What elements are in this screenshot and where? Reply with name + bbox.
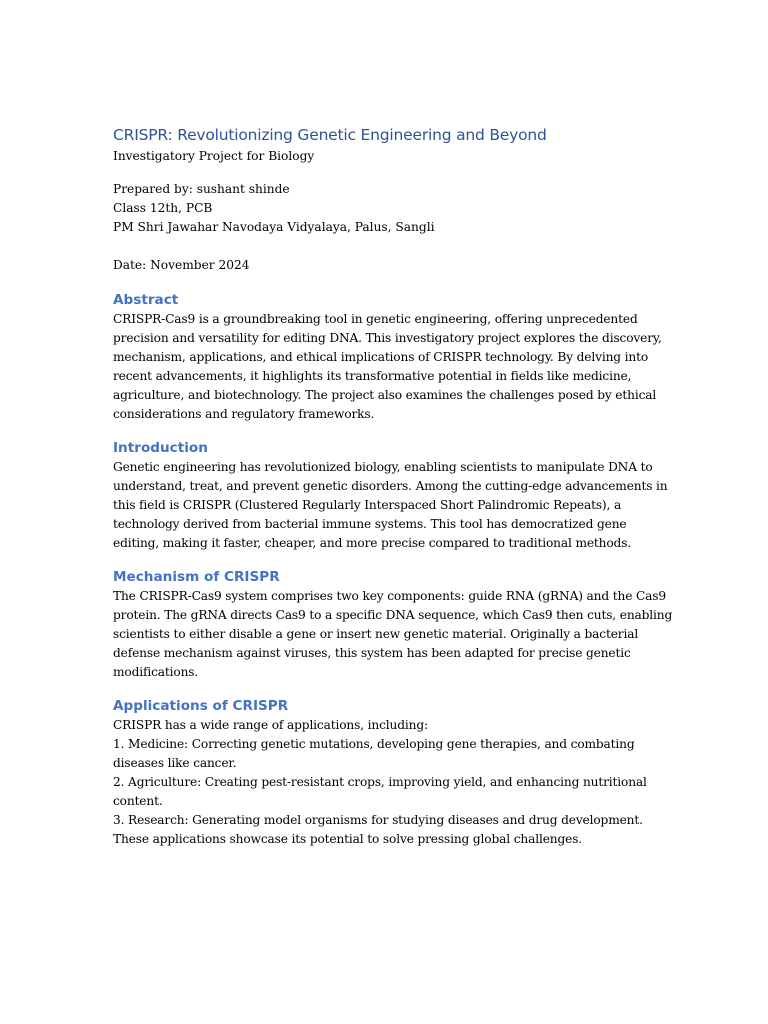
text-line: precision and versatility for editing DNA. This investigatory project explores the discovery, [113, 331, 662, 345]
text-line: content. [113, 794, 163, 808]
section-heading: Abstract [113, 292, 179, 308]
text-line: mechanism, applications, and ethical implications of CRISPR technology. By delving into [113, 350, 649, 364]
author-block [113, 180, 658, 237]
text-line: 3. Research: Generating model organisms for studying diseases and drug development. [113, 813, 643, 827]
text-line: editing, making it faster, cheaper, and more precise compared to traditional methods. [113, 536, 632, 550]
section-heading: Introduction [113, 440, 208, 456]
school-name: PM Shri Jawahar Navodaya Vidyalaya, Palus, Sangli [113, 220, 435, 234]
section-introduction [113, 438, 668, 553]
document-date: Date: November 2024 [113, 258, 250, 272]
text-line: 2. Agriculture: Creating pest-resistant crops, improving yield, and enhancing nutritional [113, 775, 647, 789]
date-block [113, 256, 658, 275]
text-line: scientists to either disable a gene or insert new genetic material. Originally a bacterial [113, 627, 639, 641]
text-line: diseases like cancer. [113, 756, 237, 770]
section-applications [113, 696, 658, 849]
section-heading: Mechanism of CRISPR [113, 569, 280, 585]
text-line: modifications. [113, 665, 199, 679]
text-line: agriculture, and biotechnology. The project also examines the challenges posed by ethical [113, 388, 657, 402]
document-subtitle: Investigatory Project for Biology [113, 149, 315, 163]
document-page [113, 125, 673, 849]
class-info: Class 12th, PCB [113, 201, 213, 215]
section-body [113, 716, 658, 849]
text-line: this field is CRISPR (Clustered Regularly Interspaced Short Palindromic Repeats), a [113, 498, 622, 512]
text-line: These applications showcase its potential to solve pressing global challenges. [113, 832, 583, 846]
text-line: defense mechanism against viruses, this system has been adapted for precise genetic [113, 646, 631, 660]
section-abstract [113, 290, 662, 424]
text-line: CRISPR has a wide range of applications, including: [113, 718, 428, 732]
prepared-by: Prepared by: sushant shinde [113, 182, 290, 196]
text-line: CRISPR-Cas9 is a groundbreaking tool in genetic engineering, offering unprecedented [113, 312, 638, 326]
text-line: Genetic engineering has revolutionized biology, enabling scientists to manipulate DNA to [113, 460, 653, 474]
text-line: recent advancements, it highlights its transformative potential in fields like medicine, [113, 369, 632, 383]
text-line: The CRISPR-Cas9 system comprises two key components: guide RNA (gRNA) and the Cas9 [113, 589, 666, 603]
section-heading: Applications of CRISPR [113, 698, 289, 714]
document-title: CRISPR: Revolutionizing Genetic Engineering and Beyond [113, 126, 547, 144]
text-line: understand, treat, and prevent genetic disorders. Among the cutting-edge advancements in [113, 479, 668, 493]
section-mechanism [113, 567, 673, 682]
section-body [113, 310, 662, 424]
section-body [113, 587, 673, 682]
text-line: 1. Medicine: Correcting genetic mutations, developing gene therapies, and combating [113, 737, 635, 751]
text-line: protein. The gRNA directs Cas9 to a specific DNA sequence, which Cas9 then cuts, enabling [113, 608, 673, 622]
text-line: technology derived from bacterial immune systems. This tool has democratized gene [113, 517, 627, 531]
text-line: considerations and regulatory frameworks. [113, 407, 375, 421]
section-body [113, 458, 668, 553]
